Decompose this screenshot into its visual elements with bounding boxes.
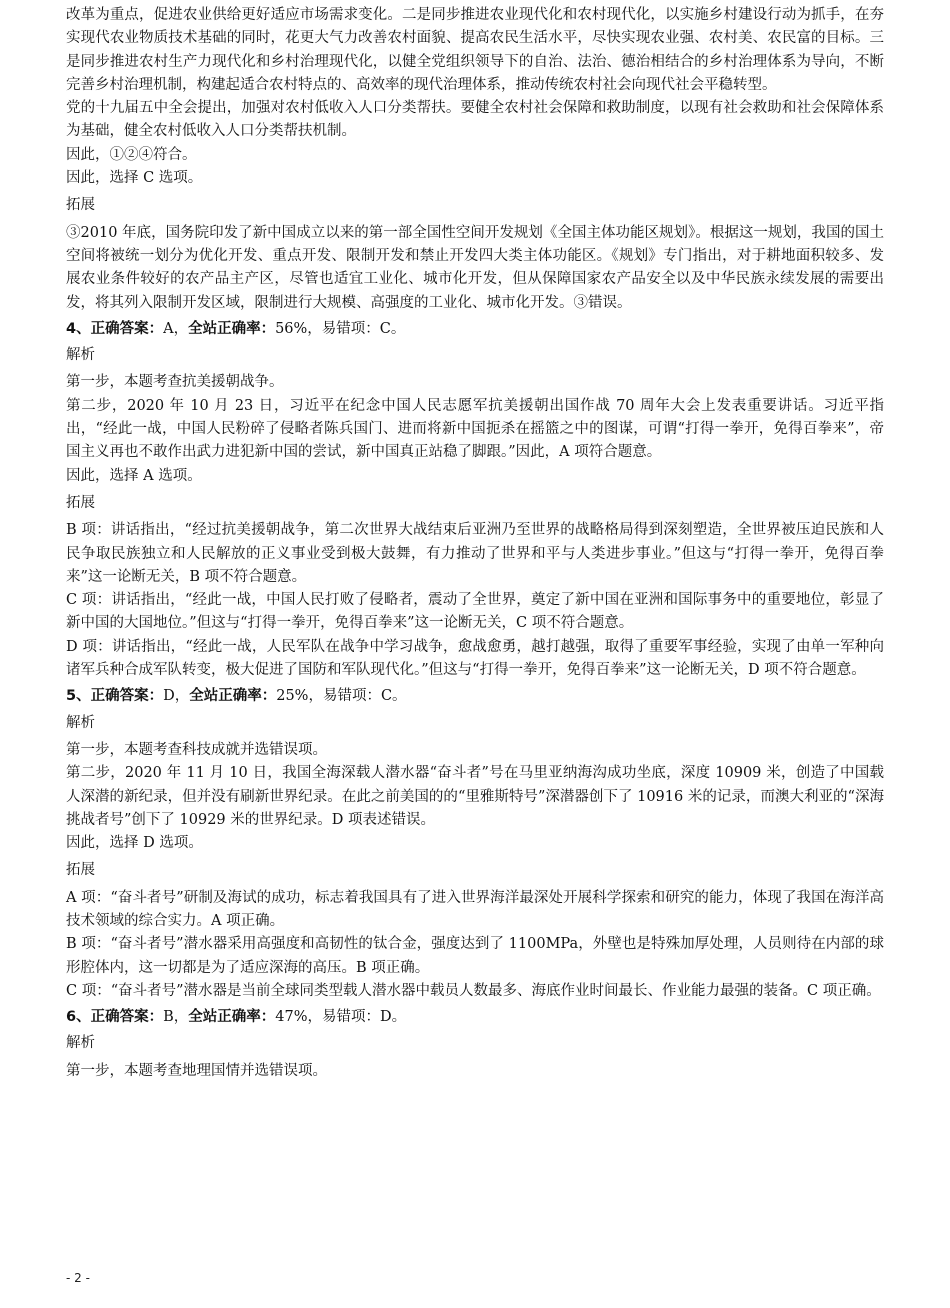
intro-conclusion-2: 因此，选择 C 选项。 (66, 170, 203, 187)
q4-rate-value: 56%，易错项：C。 (275, 320, 406, 337)
q5-answer-value: D， (163, 688, 190, 705)
q5-option-c: C 项：“奋斗者号”潜水器是当前全球同类型载人潜水器中载员人数最多、海底作业时间最长、作业能力最强的装备。C 项正确。 (66, 982, 881, 999)
q4-step-2: 第二步，2020 年 10 月 23 日，习近平在纪念中国人民志愿军抗美援朝出国作战 70 周年大会上发表重要讲话。习近平指出，“经此一战，中国人民粉碎了侵略者陈兵国门、进而将新中国扼杀在摇篮之中的图谋，可谓“打得一拳开，免得百拳来”，帝国主义再也不敢作出武力进犯新中国的尝试，新中国真正站稳了脚跟。”因此，A 项符合题意。 (66, 397, 884, 461)
q6-answer-value: B， (163, 1009, 189, 1026)
q6-number: 6、 (66, 1009, 91, 1026)
q6-step-1: 第一步，本题考查地理国情并选错误项。 (66, 1062, 327, 1079)
q6-answer-label: 正确答案： (90, 1009, 164, 1026)
q4-expand-label: 拓展 (66, 494, 95, 511)
q4-conclusion: 因此，选择 A 选项。 (66, 467, 202, 484)
q6-answer-line (66, 1006, 884, 1029)
q5-expand-label: 拓展 (66, 862, 95, 879)
q6-analysis-label: 解析 (66, 1035, 95, 1052)
q5-number: 5、 (66, 688, 91, 705)
document-page (66, 4, 884, 1083)
q5-option-a: A 项：“奋斗者号”研制及海试的成功，标志着我国具有了进入世界海洋最深处开展科学探索和研究的能力，体现了我国在海洋高技术领域的综合实力。A 项正确。 (66, 889, 884, 929)
q4-rate-label: 全站正确率： (188, 320, 276, 337)
intro-conclusion-1: 因此，①②④符合。 (66, 146, 197, 163)
q5-conclusion: 因此，选择 D 选项。 (66, 835, 203, 852)
q6-rate-value: 47%，易错项：D。 (275, 1009, 407, 1026)
q5-analysis-label: 解析 (66, 714, 95, 731)
q4-analysis-label: 解析 (66, 347, 95, 364)
q5-step-1: 第一步，本题考查科技成就并选错误项。 (66, 741, 327, 758)
q5-step-2: 第二步，2020 年 11 月 10 日，我国全海深载人潜水器“奋斗者”号在马里亚纳海沟成功坐底，深度 10909 米，创造了中国载人深潜的新纪录，但并没有刷新世界纪录。在此之前美国的的“里雅斯特号”深潜器创下了 10916 米的记录，而澳大利亚的“深海挑战者号”创下了 10929 米的世界纪录。D 项表述错误。 (66, 765, 884, 828)
intro-paragraph-2: 党的十九届五中全会提出，加强对农村低收入人口分类帮扶。要健全农村社会保障和救助制度，以现有社会救助和社会保障体系为基础，健全农村低收入人口分类帮扶机制。 (66, 100, 884, 140)
q4-option-d: D 项：讲话指出，“经此一战，人民军队在战争中学习战争，愈战愈勇，越打越强，取得了重要军事经验，实现了由单一军种向诸军兵种合成军队转变，极大促进了国防和军队现代化。”但这与“打得一拳开，免得百拳来”这一论断无关，D 项不符合题意。 (66, 638, 884, 679)
q6-rate-label: 全站正确率： (188, 1009, 276, 1026)
q4-option-c: C 项：讲话指出，“经此一战，中国人民打败了侵略者，震动了全世界，奠定了新中国在亚洲和国际事务中的重要地位，彰显了新中国的大国地位。”但这与“打得一拳开，免得百拳来”这一论断无关，C 项不符合题意。 (66, 592, 884, 632)
q4-answer-line (66, 318, 884, 341)
q5-rate-label: 全站正确率： (189, 688, 277, 705)
q4-number: 4、 (66, 320, 91, 337)
q4-answer-label: 正确答案： (90, 320, 164, 337)
q5-answer-label: 正确答案： (90, 688, 164, 705)
q4-step-1: 第一步，本题考查抗美援朝战争。 (66, 374, 284, 391)
intro-expand-label: 拓展 (66, 197, 95, 214)
q5-answer-line (66, 685, 884, 708)
q5-option-b: B 项：“奋斗者号”潜水器采用高强度和高韧性的钛合金，强度达到了 1100MPa，外壁也是特殊加厚处理，人员则待在内部的球形腔体内，这一切都是为了适应深海的高压。B 项正确。 (66, 936, 884, 976)
q4-option-b: B 项：讲话指出，“经过抗美援朝战争，第二次世界大战结束后亚洲乃至世界的战略格局得到深刻塑造，全世界被压迫民族和人民争取民族独立和人民解放的正义事业受到极大鼓舞，有力推动了世界和平与人类进步事业。”但这与“打得一拳开，免得百拳来”这一论断无关，B 项不符合题意。 (66, 522, 884, 585)
q4-answer-value: A， (163, 320, 189, 337)
intro-expand-text: ③2010 年底，国务院印发了新中国成立以来的第一部全国性空间开发规划《全国主体功能区规划》。根据这一规划，我国的国土空间将被统一划分为优化开发、重点开发、限制开发和禁止开发四大类主体功能区。《规划》专门指出，对于耕地面积较多、发展农业条件较好的农产品主产区，尽管也适宜工业化、城市化开发，但从保障国家农产品安全以及中华民族永续发展的需要出发，将其列入限制开发区域，限制进行大规模、高强度的工业化、城市化开发。③错误。 (66, 224, 884, 311)
intro-paragraph-1: 改革为重点，促进农业供给更好适应市场需求变化。二是同步推进农业现代化和农村现代化，以实施乡村建设行动为抓手，在夯实现代农业物质技术基础的同时，花更大气力改善农村面貌、提高农民生活水平，尽快实现农业强、农村美、农民富的目标。三是同步推进农村生产力现代化和乡村治理现代化，以健全党组织领导下的自治、法治、德治相结合的乡村治理体系为导向，不断完善乡村治理机制，构建起适合农村特点的、高效率的现代治理体系，推动传统农村社会向现代社会平稳转型。 (66, 7, 884, 93)
q5-rate-value: 25%，易错项：C。 (276, 688, 407, 705)
page-number: - 2 - (66, 1271, 90, 1285)
